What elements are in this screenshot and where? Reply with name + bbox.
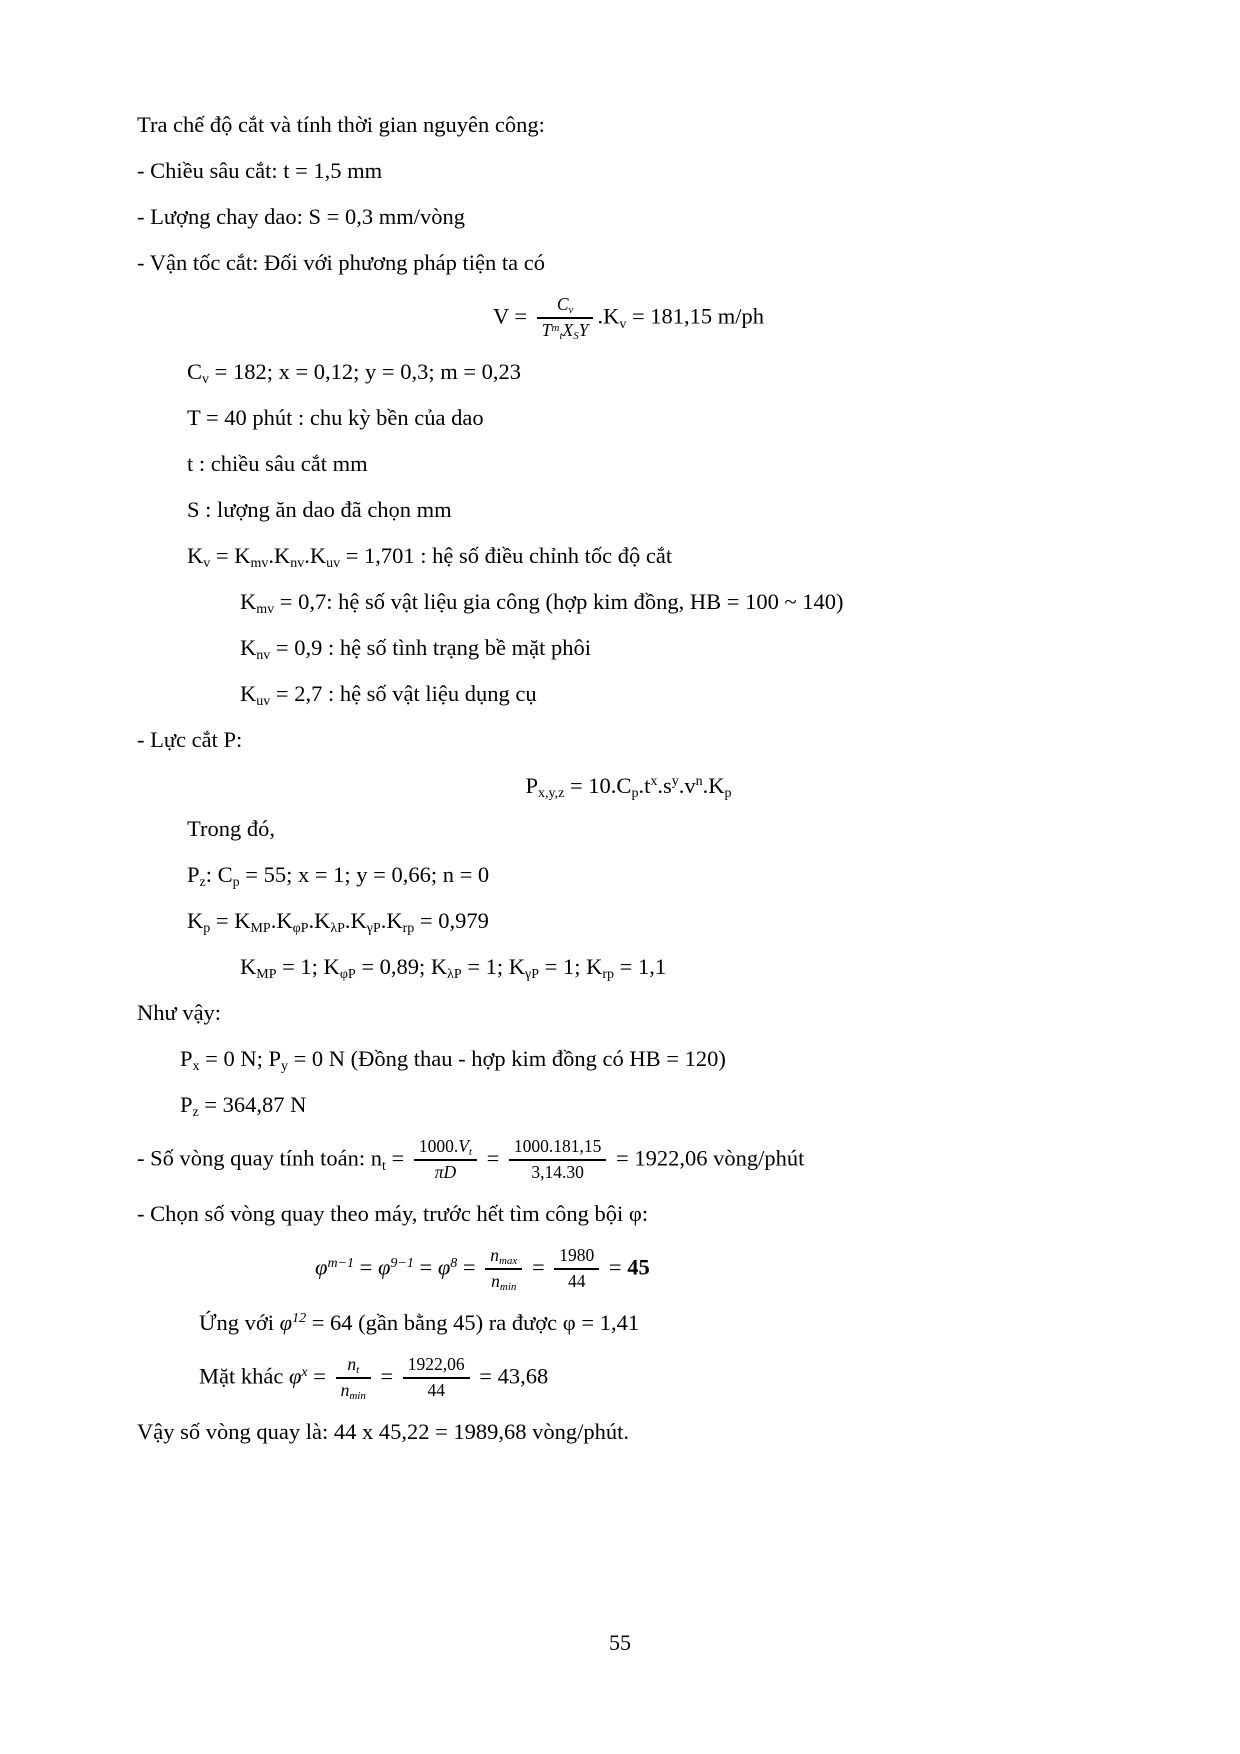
sub-text: φP <box>292 921 309 936</box>
sub-text: γP <box>525 967 540 982</box>
line-ung-voi <box>137 1310 1120 1335</box>
fraction-numerator <box>537 294 594 319</box>
text-run: Mặt khác <box>199 1363 289 1389</box>
fraction-denominator <box>414 1161 477 1182</box>
text-run: .K <box>304 543 327 568</box>
sub-text: λP <box>447 967 462 982</box>
text-run: φ <box>288 1363 302 1389</box>
fraction <box>537 294 594 342</box>
text-run: K <box>240 635 257 660</box>
text-run: Trong đó, <box>187 816 275 841</box>
text-run: .K <box>597 303 620 329</box>
sub-text: t <box>468 1146 472 1158</box>
param-feed <box>137 497 1120 522</box>
sub-text: x <box>192 1059 200 1074</box>
text-run: 45 <box>627 1254 650 1280</box>
text-run: = 1; K <box>276 954 340 979</box>
sub-text: y <box>280 1059 288 1074</box>
text-run: P <box>180 1092 193 1117</box>
fraction-numerator <box>554 1245 599 1270</box>
text-run: K <box>240 954 257 979</box>
param-pz-coeffs <box>137 862 1120 890</box>
text-run: = 1922,06 vòng/phút <box>610 1145 805 1171</box>
result-pz <box>137 1092 1120 1120</box>
text-run: n <box>347 1354 357 1374</box>
fraction-numerator <box>485 1245 522 1270</box>
fraction-numerator <box>509 1136 607 1161</box>
sub-text: S <box>573 329 579 342</box>
sup-text: x <box>301 1364 308 1380</box>
text-run: = 1; K <box>461 954 526 979</box>
text-run: = 1,1 <box>614 954 667 979</box>
sup-text: 8 <box>450 1255 458 1271</box>
text-run: - Số vòng quay tính toán: n <box>137 1145 382 1171</box>
text-run: K <box>187 543 204 568</box>
text-run: t : chiều sâu cắt mm <box>187 451 368 476</box>
text-run: = 1,701 : hệ số điều chỉnh tốc độ cắt <box>340 543 673 568</box>
sub-text: MP <box>250 921 271 936</box>
text-run: .v <box>678 773 696 798</box>
sub-text: uv <box>326 556 341 571</box>
sup-text: y <box>671 774 679 789</box>
text-run: Như vậy: <box>137 1000 222 1025</box>
text-run: Tra chế độ cắt và tính thời gian nguyên công: <box>137 112 545 137</box>
text-run: = <box>603 1254 628 1280</box>
fraction-numerator <box>403 1354 470 1379</box>
text-run: K <box>240 681 257 706</box>
sup-text: x <box>650 774 658 789</box>
sub-text: x,y,z <box>538 786 565 801</box>
text-run: .K <box>344 908 367 933</box>
text-run: φ <box>377 1254 391 1280</box>
fraction <box>403 1354 470 1399</box>
text-run: = 181,15 m/ph <box>626 303 765 329</box>
bullet-feed-rate <box>137 204 1120 229</box>
sub-text: nv <box>256 648 271 663</box>
fraction-denominator <box>485 1270 522 1291</box>
page-number: 55 <box>609 1630 631 1655</box>
sub-text: v <box>203 556 211 571</box>
sub-text: p <box>232 875 240 890</box>
fraction <box>414 1136 477 1181</box>
bullet-cut-depth <box>137 158 1120 183</box>
sub-text: φP <box>339 967 356 982</box>
sub-text: MP <box>256 967 277 982</box>
text-run: K <box>187 908 204 933</box>
sub-text: rp <box>402 921 415 936</box>
text-run: = 0,89; K <box>355 954 448 979</box>
intro-line <box>137 112 1120 137</box>
sub-text: v <box>202 372 210 387</box>
fraction-numerator <box>336 1354 371 1379</box>
sup-text: 12 <box>292 1311 307 1326</box>
text-run: = 0,979 <box>414 908 489 933</box>
text-run: Vậy số vòng quay là: 44 x 45,22 = 1989,68 vòng/phút. <box>137 1419 630 1444</box>
sub-text: γP <box>366 921 381 936</box>
text-run: P <box>525 773 539 798</box>
text-run: C <box>556 294 569 314</box>
text-run: T <box>541 319 552 340</box>
document-body <box>137 112 1120 1465</box>
sup-text: m <box>551 321 560 334</box>
text-run: : C <box>205 862 233 887</box>
text-run: C <box>187 359 203 384</box>
text-run: P <box>180 1046 193 1071</box>
text-run: 1000.181,15 <box>513 1136 602 1156</box>
text-run: = 364,87 N <box>198 1092 307 1117</box>
sub-text: t <box>559 329 563 342</box>
formula-cutting-speed <box>137 296 1120 341</box>
sup-text: 9−1 <box>390 1255 414 1271</box>
sub-text: z <box>199 875 206 890</box>
text-run: = K <box>210 543 251 568</box>
text-run: V <box>458 1136 469 1156</box>
fraction-denominator <box>336 1379 371 1400</box>
text-run: .K <box>380 908 403 933</box>
label-trong-do <box>137 816 1120 841</box>
text-run: .s <box>657 773 672 798</box>
text-run: - Vận tốc cắt: Đối với phương pháp tiện ta có <box>137 250 545 275</box>
fraction-denominator <box>554 1270 599 1291</box>
sub-text: rp <box>602 967 615 982</box>
sup-text: m−1 <box>327 1255 355 1271</box>
fraction <box>554 1245 599 1290</box>
bullet-cutting-force <box>137 727 1120 752</box>
text-run: .K <box>270 908 293 933</box>
formula-cutting-force <box>137 773 1120 801</box>
text-run: 3,14.30 <box>531 1161 584 1182</box>
sub-text: mv <box>256 602 275 617</box>
text-run: = <box>354 1254 378 1280</box>
text-run: 1980 <box>559 1245 595 1265</box>
text-run: = K <box>210 908 251 933</box>
fraction <box>485 1245 522 1293</box>
fraction-denominator <box>509 1161 607 1182</box>
sup-text: n <box>695 774 703 789</box>
label-nhu-vay <box>137 1000 1120 1025</box>
sub-text: mv <box>250 556 269 571</box>
text-run: P <box>187 862 200 887</box>
sub-text: p <box>203 921 211 936</box>
text-run: n <box>340 1379 350 1400</box>
sub-text: max <box>498 1255 518 1267</box>
bullet-choose-speed <box>137 1201 1120 1226</box>
sub-text: nv <box>290 556 305 571</box>
text-run: Ứng với <box>199 1310 280 1335</box>
text-run: = <box>457 1254 482 1280</box>
sub-text: min <box>349 1389 366 1402</box>
sub-text: p <box>631 786 639 801</box>
fraction <box>509 1136 607 1181</box>
text-run: .K <box>702 773 725 798</box>
param-knv <box>137 635 1120 663</box>
text-run: V = <box>492 303 533 329</box>
text-run: = 0 N (Đồng thau - hợp kim đồng có HB = 120) <box>287 1046 726 1071</box>
param-tool-life <box>137 405 1120 430</box>
text-run: n <box>491 1270 500 1291</box>
text-run: 44 <box>568 1270 586 1291</box>
formula-phi <box>137 1247 1120 1292</box>
text-run: 1922,06 <box>407 1354 465 1374</box>
text-run: .t <box>638 773 651 798</box>
text-run: = 1; K <box>539 954 603 979</box>
param-cv <box>137 359 1120 387</box>
text-run: πD <box>434 1161 457 1182</box>
sub-text: p <box>724 786 732 801</box>
text-run: T = 40 phút : chu kỳ bền của dao <box>187 405 484 430</box>
fraction-denominator <box>537 319 594 340</box>
text-run: X <box>562 319 574 340</box>
param-kuv <box>137 681 1120 709</box>
text-run: - Lực cắt P: <box>137 727 243 752</box>
bullet-cut-speed <box>137 250 1120 275</box>
text-run: = 0,9 : hệ số tình trạng bề mặt phôi <box>270 635 592 660</box>
text-run: = <box>526 1254 551 1280</box>
sub-text: z <box>192 1105 199 1120</box>
text-run: φ <box>279 1310 293 1335</box>
fraction <box>336 1354 371 1402</box>
text-run: - Chiều sâu cắt: t = 1,5 mm <box>137 158 383 183</box>
text-run: = 10.C <box>564 773 632 798</box>
sub-text: t <box>356 1364 360 1376</box>
text-run: .K <box>308 908 331 933</box>
param-kv <box>137 543 1120 571</box>
text-run: = 2,7 : hệ số vật liệu dụng cụ <box>270 681 537 706</box>
text-run: = <box>480 1145 505 1171</box>
text-run: φ <box>437 1254 451 1280</box>
text-run: - Chọn số vòng quay theo máy, trước hết tìm công bội φ: <box>137 1201 649 1226</box>
param-kmv <box>137 589 1120 617</box>
line-mat-khac <box>137 1356 1120 1401</box>
result-px-py <box>137 1046 1120 1074</box>
fraction-denominator <box>403 1379 470 1400</box>
text-run: = <box>385 1145 410 1171</box>
text-run: = 182; x = 0,12; y = 0,3; m = 0,23 <box>209 359 522 384</box>
text-run: - Lượng chay dao: S = 0,3 mm/vòng <box>137 204 465 229</box>
text-run: φ <box>315 1254 328 1280</box>
text-run: = 0,7: hệ số vật liệu gia công (hợp kim đồng, HB = 100 ~ 140) <box>274 589 844 614</box>
fraction-numerator <box>414 1136 477 1161</box>
text-run: = <box>307 1363 332 1389</box>
text-run: S : lượng ăn dao đã chọn mm <box>187 497 452 522</box>
text-run: = <box>413 1254 438 1280</box>
param-kp-factors <box>137 954 1120 982</box>
sub-text: λP <box>330 921 345 936</box>
text-run: = 43,68 <box>473 1363 549 1389</box>
text-run: K <box>240 589 257 614</box>
text-run: 44 <box>427 1379 445 1400</box>
sub-text: v <box>619 316 627 332</box>
bullet-spindle-speed <box>137 1138 1120 1183</box>
text-run: = 55; x = 1; y = 0,66; n = 0 <box>239 862 490 887</box>
text-run: Y <box>578 319 589 340</box>
text-run: .K <box>268 543 291 568</box>
line-conclusion <box>137 1419 1120 1444</box>
param-kp <box>137 908 1120 936</box>
param-depth <box>137 451 1120 476</box>
text-run: 1000. <box>418 1136 459 1156</box>
text-run: = <box>374 1363 399 1389</box>
text-run: = 0 N; P <box>199 1046 281 1071</box>
sub-text: t <box>381 1158 386 1174</box>
sub-text: min <box>499 1280 517 1293</box>
text-run: n <box>490 1245 499 1265</box>
sub-text: v <box>568 304 574 316</box>
sub-text: uv <box>256 694 271 709</box>
text-run: = 64 (gần bằng 45) ra được φ = 1,41 <box>306 1310 640 1335</box>
